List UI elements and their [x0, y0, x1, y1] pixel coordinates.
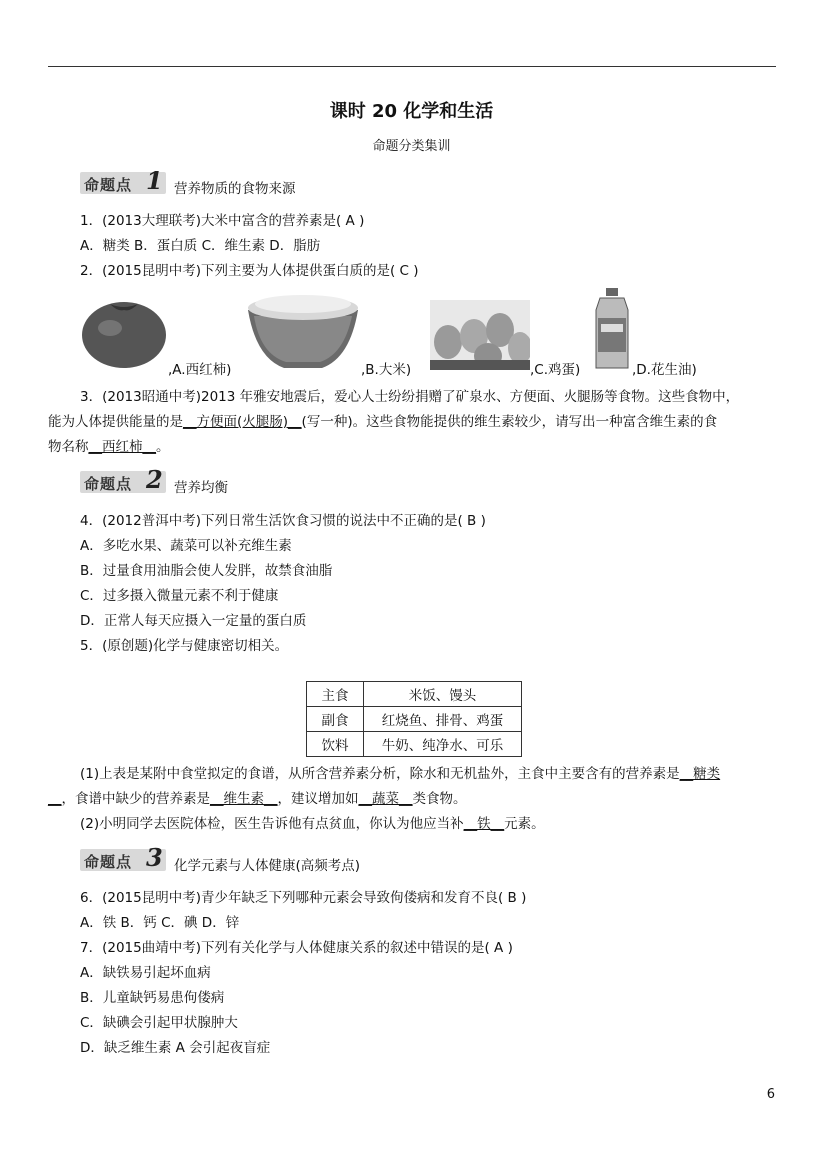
rice-bowl-image	[246, 292, 360, 370]
page-number: 6	[766, 1087, 775, 1102]
topic-title-2: 营养均衡	[174, 480, 228, 496]
q3-answer-2: __西红柿__	[88, 439, 156, 455]
topic-badge-1	[80, 166, 166, 195]
q5-answer-2: __维生素__	[210, 791, 278, 807]
q4-option-d: D．正常人每天应摄入一定量的蛋白质	[80, 613, 307, 629]
q6-options: A．铁 B．钙 C．碘 D．锌	[80, 915, 240, 931]
topic-badge-2	[80, 465, 166, 494]
table-cell: 饮料	[307, 732, 364, 757]
q3-text: (写一种)。这些食物能提供的维生素较少，请写出一种富含维生素的食	[301, 414, 718, 430]
eggs-image	[430, 300, 530, 370]
q4-stem: 4．(2012普洱中考)下列日常生活饮食习惯的说法中不正确的是( B )	[80, 513, 486, 529]
q1-options: A．糖类 B．蛋白质 C．维生素 D．脂肪	[80, 238, 321, 254]
page-title: 课时 20 化学和生活	[329, 101, 494, 122]
page-subtitle: 命题分类集训	[372, 139, 451, 154]
badge-text: 命题点	[84, 176, 133, 194]
q3-text: 物名称	[48, 439, 89, 455]
q2-label-a: ,A.西红柿)	[168, 362, 232, 378]
table-cell: 副食	[307, 707, 364, 732]
q5-answer-4: __铁__	[463, 816, 505, 832]
q5-text: (2)小明同学去医院体检，医生告诉他有点贫血，你认为他应当补	[80, 816, 464, 832]
table-cell: 牛奶、纯净水、可乐	[364, 732, 522, 757]
menu-table	[306, 681, 522, 757]
q4-option-a: A．多吃水果、蔬菜可以补充维生素	[80, 538, 292, 554]
badge-number: 3	[146, 843, 163, 872]
header-rule	[48, 66, 776, 67]
table-cell: 红烧鱼、排骨、鸡蛋	[364, 707, 522, 732]
q2-label-c: ,C.鸡蛋)	[530, 362, 581, 378]
q4-option-b: B．过量食用油脂会使人发胖，故禁食油脂	[80, 563, 333, 579]
table-cell: 主食	[307, 682, 364, 707]
q3-line3	[48, 435, 170, 455]
tomato-image	[80, 290, 168, 370]
q3-answer-1: __方便面(火腿肠)__	[183, 414, 302, 430]
badge-number: 1	[146, 166, 163, 195]
q5-stem: 5．(原创题)化学与健康密切相关。	[80, 638, 289, 654]
q3-line2	[48, 410, 717, 430]
q5-text: 类食物。	[412, 791, 467, 807]
q5-part1-line1	[80, 762, 720, 782]
q7-stem: 7．(2015曲靖中考)下列有关化学与人体健康关系的叙述中错误的是( A )	[80, 940, 513, 956]
q7-option-d: D．缺乏维生素 A 会引起夜盲症	[80, 1040, 271, 1056]
q3-line1: 3．(2013昭通中考)2013 年雅安地震后，爱心人士纷纷捐赠了矿泉水、方便面、火腿肠等食物。这些食物中，	[80, 389, 740, 405]
badge-text: 命题点	[84, 475, 133, 493]
q7-option-a: A．缺铁易引起坏血病	[80, 965, 211, 981]
q7-option-c: C．缺碘会引起甲状腺肿大	[80, 1015, 238, 1031]
badge-number: 2	[146, 465, 163, 494]
q2-label-b: ,B.大米)	[361, 362, 412, 378]
q3-text: 。	[156, 439, 170, 455]
q5-answer-1-tail: __	[48, 791, 62, 807]
q4-option-c: C．过多摄入微量元素不利于健康	[80, 588, 279, 604]
q5-text: 元素。	[504, 816, 545, 832]
topic-title-3: 化学元素与人体健康(高频考点)	[174, 858, 361, 874]
table-row	[307, 682, 522, 707]
q6-stem: 6．(2015昆明中考)青少年缺乏下列哪种元素会导致佝偻病和发育不良( B )	[80, 890, 527, 906]
q5-answer-1: __糖类	[679, 766, 721, 782]
q5-answer-3: __蔬菜__	[358, 791, 413, 807]
q1-stem: 1．(2013大理联考)大米中富含的营养素是( A )	[80, 213, 365, 229]
badge-text: 命题点	[84, 853, 133, 871]
table-cell: 米饭、馒头	[364, 682, 522, 707]
q5-text: ，建议增加如	[277, 791, 359, 807]
q2-stem: 2．(2015昆明中考)下列主要为人体提供蛋白质的是( C )	[80, 263, 419, 279]
q2-label-d: ,D.花生油)	[632, 362, 697, 378]
q3-text: 能为人体提供能量的是	[48, 414, 183, 430]
q5-text: ，食谱中缺少的营养素是	[61, 791, 210, 807]
topic-title-1: 营养物质的食物来源	[174, 181, 296, 197]
q5-text: (1)上表是某附中食堂拟定的食谱，从所含营养素分析，除水和无机盐外，主食中主要含有的营养素是	[80, 766, 680, 782]
q5-part1-line2	[48, 787, 467, 807]
table-row	[307, 732, 522, 757]
topic-badge-3	[80, 843, 166, 872]
q5-part2	[80, 812, 545, 832]
table-row	[307, 707, 522, 732]
peanut-oil-bottle-image	[594, 288, 630, 370]
q7-option-b: B．儿童缺钙易患佝偻病	[80, 990, 225, 1006]
